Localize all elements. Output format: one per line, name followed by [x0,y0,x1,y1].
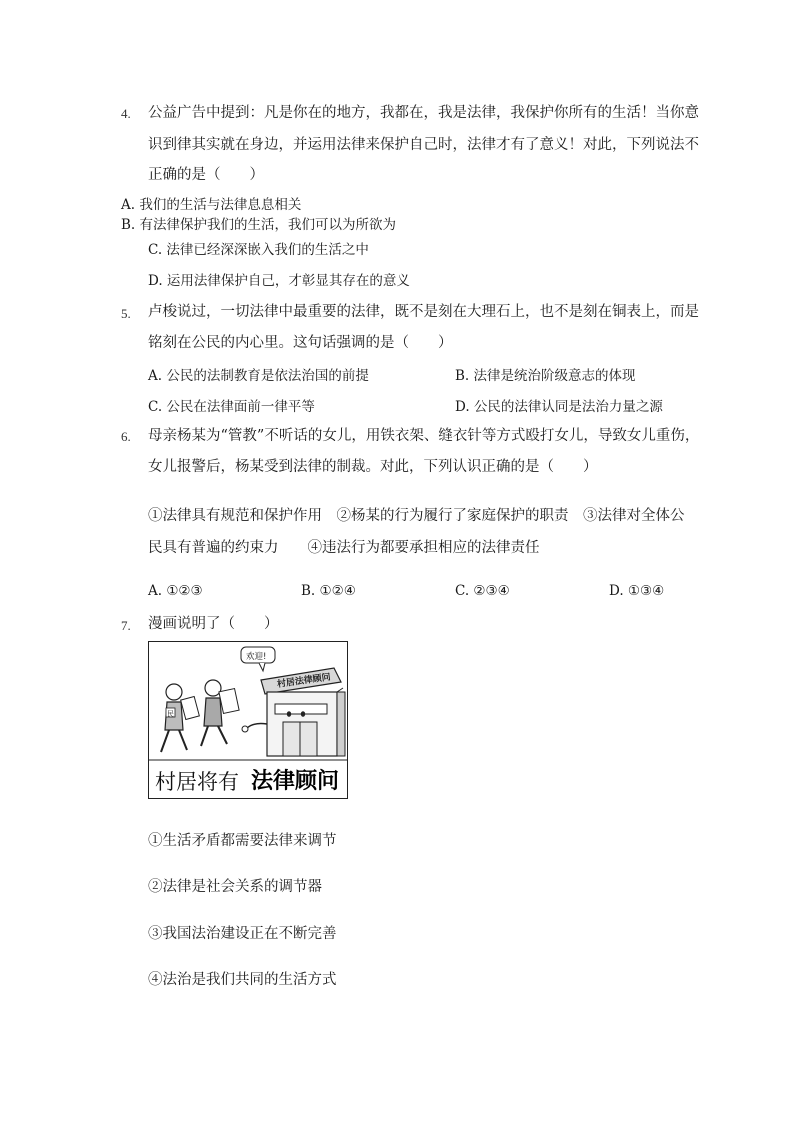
q6-option-a: A. ①②③ [148,583,203,599]
q6-option-d: D. ①③④ [609,583,665,599]
q4-stem-line-1: 公益广告中提到：凡是你在的地方，我都在，我是法律，我保护你所有的生活！当你意 [148,105,699,121]
q7-statement-1: ①生活矛盾都需要法律来调节 [148,833,337,849]
q7-stem: 漫画说明了（ ） [148,616,279,632]
q5-stem-line-1: 卢梭说过，一切法律中最重要的法律，既不是刻在大理石上，也不是刻在铜表上，而是 [148,304,699,320]
q4-option-c: C. 法律已经深深嵌入我们的生活之中 [148,242,369,258]
villager-left [161,684,199,752]
q4-option-a: A. 我们的生活与法律息息相关 [121,197,302,213]
q7-statement-3: ③我国法治建设正在不断完善 [148,926,337,942]
q6-stem-line-2: 女儿报警后，杨某受到法律的制裁。对此，下列认识正确的是（ ） [148,459,598,475]
q7-statement-4: ④法治是我们共同的生活方式 [148,972,337,988]
comic-illustration [148,641,348,799]
q4-option-b: B. 有法律保护我们的生活，我们可以为所欲为 [121,217,397,233]
q5-option-b: B. 法律是统治阶级意志的体现 [455,368,636,384]
q7-number: 7. [121,618,131,633]
q6-stem-line-1: 母亲杨某为“管教”不听话的女儿，用铁衣架、缝衣针等方式殴打女儿，导致女儿重伤， [148,428,700,444]
q5-option-d: D. 公民的法律认同是法治力量之源 [455,399,663,415]
q5-stem-line-2: 铭刻在公民的内心里。这句话强调的是（ ） [148,335,453,351]
q6-option-b: B. ①②④ [301,583,356,599]
speech-bubble-text: 欢迎! [246,652,267,662]
q6-number: 6. [121,429,131,444]
q6-option-c: C. ②③④ [455,583,510,599]
villager-badge-text: 民 [167,710,174,718]
q5-option-c: C. 公民在法律面前一律平等 [148,399,315,415]
q4-stem-line-2: 识到律其实就在身边，并运用法律来保护自己时，法律才有了意义！对此，下列说法不 [148,137,699,153]
q4-number: 4. [121,106,131,121]
villager-right [201,680,239,746]
comic-caption-right: 法律顾问 [251,769,340,794]
q5-option-a: A. 公民的法制教育是依法治国的前提 [148,368,369,384]
q5-number: 5. [121,306,131,321]
comic-sign-text: 村居法律顾问 [276,672,332,691]
q7-statement-2: ②法律是社会关系的调节器 [148,879,322,895]
q6-statements-line-2: 民具有普遍的约束力 ④违法行为都要承担相应的法律责任 [148,540,540,556]
comic-caption-left: 村居将有 [155,770,239,794]
q4-stem-line-3: 正确的是（ ） [148,167,264,183]
q6-statements-line-1: ①法律具有规范和保护作用 ②杨某的行为履行了家庭保护的职责 ③法律对全体公 [148,508,685,524]
q4-option-d: D. 运用法律保护自己，才彰显其存在的意义 [148,273,410,289]
